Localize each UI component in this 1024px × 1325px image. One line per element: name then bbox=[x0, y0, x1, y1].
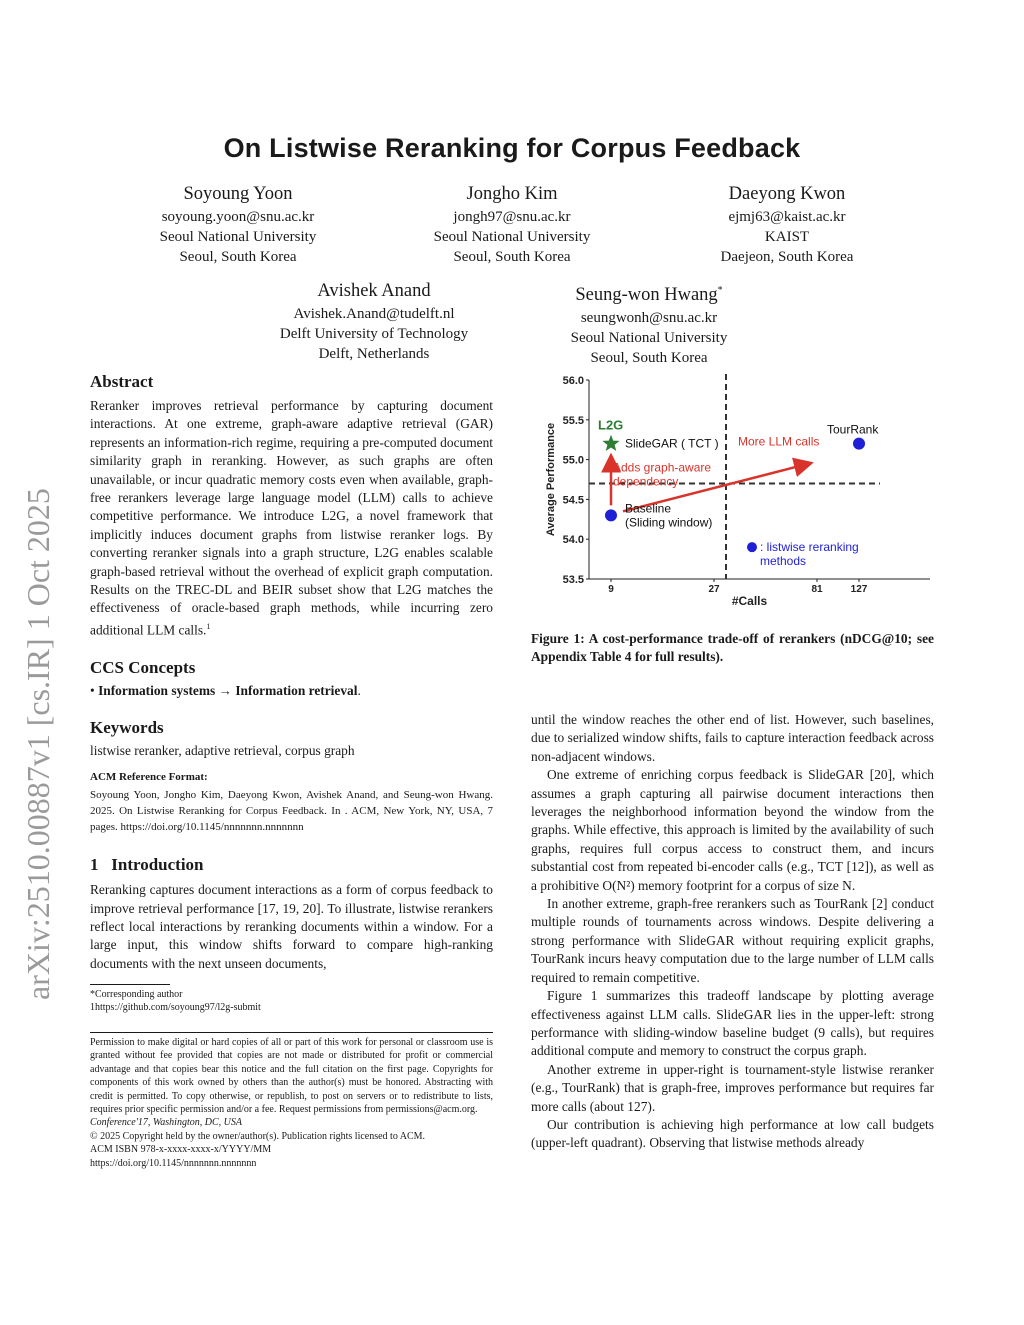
y-tick-label: 55.5 bbox=[562, 414, 584, 427]
y-tick-label: 53.5 bbox=[562, 574, 584, 586]
ccs-concept-a: Information systems bbox=[98, 682, 216, 698]
author-location: Seoul, South Korea bbox=[453, 249, 571, 265]
baseline-label: Baseline bbox=[625, 501, 672, 516]
author-block bbox=[382, 181, 642, 267]
ccs-arrow: → bbox=[218, 682, 232, 698]
baseline-sublabel: (Sliding window) bbox=[625, 515, 713, 530]
paper-title: On Listwise Reranking for Corpus Feedback bbox=[223, 133, 801, 163]
author-affiliation: KAIST bbox=[764, 229, 810, 245]
author-name: Avishek Anand bbox=[317, 281, 431, 301]
author-location: Seoul, South Korea bbox=[179, 249, 297, 265]
y-tick-label: 54.0 bbox=[562, 534, 584, 547]
x-tick-label: 81 bbox=[811, 584, 823, 595]
author-name: Soyoung Yoon bbox=[183, 184, 293, 204]
right-paragraph: In another extreme, graph-free rerankers such as TourRank [2] conduct multiple rounds of tournaments across windows. Despite delivering a strong performance with SlideGAR without requiring explicit graphs, TourRank incurs heavy computation due to the large number of LLM calls required to remain competitive. bbox=[531, 896, 934, 985]
author-affiliation: Seoul National University bbox=[159, 229, 317, 245]
right-paragraph: Our contribution is achieving high performance at low call budgets (upper-left quadrant). Observing that listwise methods already bbox=[531, 1116, 934, 1151]
author-name: Jongho Kim bbox=[466, 184, 558, 204]
author-affiliation: Delft University of Technology bbox=[279, 326, 469, 342]
corresponding-mark: * bbox=[717, 285, 723, 296]
y-axis-title: Average Performance bbox=[545, 422, 557, 537]
author-name: Daeyong Kwon bbox=[728, 184, 846, 204]
x-tick-label: 27 bbox=[708, 584, 720, 595]
legend-marker bbox=[747, 542, 757, 552]
abstract-text bbox=[90, 397, 493, 640]
author-block bbox=[657, 181, 917, 267]
ccs-end: . bbox=[357, 682, 361, 698]
author-location: Delft, Netherlands bbox=[318, 346, 430, 362]
copyright-line: © 2025 Copyright held by the owner/author(s). Publication rights licensed to ACM. bbox=[90, 1130, 426, 1142]
right-paragraph: until the window reaches the other end of list. However, such baselines, due to serialized window shifts, fails to capture interaction feedback across non-adjacent windows. bbox=[531, 712, 934, 764]
author-email[interactable]: soyoung.yoon@snu.ac.kr bbox=[161, 209, 315, 225]
ccs-heading: CCS Concepts bbox=[90, 657, 196, 677]
tourrank-point bbox=[853, 438, 865, 450]
y-tick-label: 54.5 bbox=[562, 494, 584, 507]
left-column bbox=[90, 372, 493, 973]
more-llm-calls-annotation: More LLM calls bbox=[738, 434, 820, 449]
author-name bbox=[519, 278, 779, 308]
permission-text: Permission to make digital or hard copies of all or part of this work for personal or classroom use is granted without fee provided that copies are not made or distributed for profit or commercial advantage and that copies bear this notice and the full citation on the first page. Copyrights for components of this work owned by others than the author(s) must be honored. Abstracting with credit is permitted. To copy otherwise, or republish, to post on servers or to redistribute to lists, requires prior specific permission and/or a fee. Request permissions from permissions@acm.org. bbox=[90, 1037, 493, 1116]
conference-name: Conference'17, Washington, DC, USA bbox=[90, 1117, 242, 1129]
l2g-label: L2G bbox=[598, 417, 624, 433]
abstract-body: Reranker improves retrieval performance by capturing document interactions. At one extreme, graph-aware adaptive retrieval (GAR) represents an information-rich regime, requiring a pre-computed document similarity graph in reranking. However, as such graphs are often unavailable, or incur quadratic memory costs even when available, graph-free rerankers leverage large language model (LLM) calls to achieve competitive performance. We introduce L2G, a novel framework that implicitly induces document graphs from listwise reranker logs. By converting reranker signals into a graph structure, L2G enables scalable graph-based retrieval without the overhead of explicit graph computation. Results on the TREC-DL and BEIR subset show that L2G matches the effectiveness of oracle-based graph methods, while incurring zero additional LLM calls. bbox=[90, 398, 493, 638]
acm-reference-text: Soyoung Yoon, Jongho Kim, Daeyong Kwon, Avishek Anand, and Seung-won Hwang. 2025. On Listwise Reranking for Corpus Feedback. In . ACM, New York, NY, USA, 7 pages. https://doi.org/10.1145/nnnnnnn.nnnnnnn bbox=[90, 789, 493, 834]
right-paragraph: One extreme of enriching corpus feedback is SlideGAR [20], which assumes a graph capturing all pairwise document interactions then leverages the neighborhood information beyond the window from the graphs. While effective, this approach is limited by the availability of such graphs, requires full corpus access to construct them, and incurs substantial cost from repeated bi-encoder calls (e.g., TCT [12]), as well as a prohibitive O(N²) memory footprint for a corpus of size N. bbox=[531, 767, 934, 893]
x-axis-title: #Calls bbox=[731, 594, 768, 608]
author-email[interactable]: Avishek.Anand@tudelft.nl bbox=[293, 306, 455, 322]
footnotes bbox=[90, 988, 493, 1015]
permission-rule bbox=[90, 1032, 493, 1033]
footnote-corresponding: *Corresponding author bbox=[90, 989, 183, 1000]
arxiv-identifier: arXiv:2510.00887v1 [cs.IR] 1 Oct 2025 bbox=[20, 488, 56, 1000]
ccs-concepts bbox=[90, 682, 493, 700]
acm-reference-heading: ACM Reference Format: bbox=[90, 770, 208, 783]
slidegar-label: SlideGAR ( TCT ) bbox=[625, 436, 719, 451]
introduction-heading: 1 Introduction bbox=[90, 855, 204, 875]
isbn-line: ACM ISBN 978-x-xxxx-xxxx-x/YYYY/MM bbox=[90, 1144, 272, 1156]
graph-aware-annotation: dependency bbox=[613, 474, 679, 489]
baseline-point bbox=[605, 509, 617, 521]
author-email[interactable]: ejmj63@kaist.ac.kr bbox=[728, 209, 846, 225]
ccs-bullet: • bbox=[90, 682, 95, 698]
y-tick-label: 55.0 bbox=[562, 454, 584, 467]
y-tick-label: 56.0 bbox=[562, 375, 584, 387]
author-affiliation: Seoul National University bbox=[433, 229, 591, 245]
figure-1-caption: Figure 1: A cost-performance trade-off of rerankers (nDCG@10; see Appendix Table 4 for full results). bbox=[531, 631, 934, 664]
author-location: Daejeon, South Korea bbox=[720, 249, 854, 265]
introduction-paragraph: Reranking captures document interactions as a form of corpus feedback to improve retrieval performance [17, 19, 20]. To illustrate, listwise rerankers reflect local interactions by reranking documents within a window. For a large input, this window shifts forward to compare high-ranking documents with the next unseen documents, bbox=[90, 882, 493, 971]
keywords-heading: Keywords bbox=[90, 718, 164, 738]
x-tick-label: 127 bbox=[850, 584, 868, 595]
author-email[interactable]: jongh97@snu.ac.kr bbox=[453, 209, 571, 225]
abstract-heading: Abstract bbox=[90, 372, 154, 391]
permission-block bbox=[90, 1036, 493, 1170]
legend-text: methods bbox=[760, 554, 807, 569]
tourrank-label: TourRank bbox=[827, 422, 879, 437]
right-paragraph: Figure 1 summarizes this tradeoff landscape by plotting average effectiveness against LLM calls. SlideGAR lies in the upper-left: strong performance with sliding-window baseline budget (9 calls), but requires additional compute and memory to construct the corpus graph. bbox=[531, 988, 934, 1059]
author-location: Seoul, South Korea bbox=[590, 350, 708, 367]
author-block bbox=[244, 278, 504, 364]
author-name-text: Seung-won Hwang bbox=[575, 285, 718, 306]
keywords-text: listwise reranker, adaptive retrieval, corpus graph bbox=[90, 743, 355, 759]
footnote-mark: 1 bbox=[206, 621, 211, 631]
author-block bbox=[108, 181, 368, 267]
ccs-concept-b: Information retrieval bbox=[235, 682, 358, 698]
right-paragraph: Another extreme in upper-right is tournament-style listwise reranker (e.g., TourRank) that is graph-free, improves performance but requires far more calls (about 127). bbox=[531, 1061, 934, 1114]
figure-1-chart bbox=[530, 368, 935, 612]
doi-link[interactable]: https://doi.org/10.1145/nnnnnnn.nnnnnnn bbox=[90, 1157, 257, 1169]
right-column bbox=[531, 711, 934, 1153]
graph-aware-annotation: Adds graph-aware bbox=[613, 460, 712, 475]
footnote-rule bbox=[90, 984, 170, 985]
author-block bbox=[519, 278, 779, 368]
author-email[interactable]: seungwonh@snu.ac.kr bbox=[580, 310, 718, 327]
legend-text: : listwise reranking bbox=[760, 540, 859, 555]
x-tick-label: 9 bbox=[608, 584, 614, 595]
author-affiliation: Seoul National University bbox=[570, 330, 728, 347]
footnote-url[interactable]: 1https://github.com/soyoung97/l2g-submit bbox=[90, 1002, 261, 1014]
slidegar-star-point bbox=[602, 435, 619, 451]
